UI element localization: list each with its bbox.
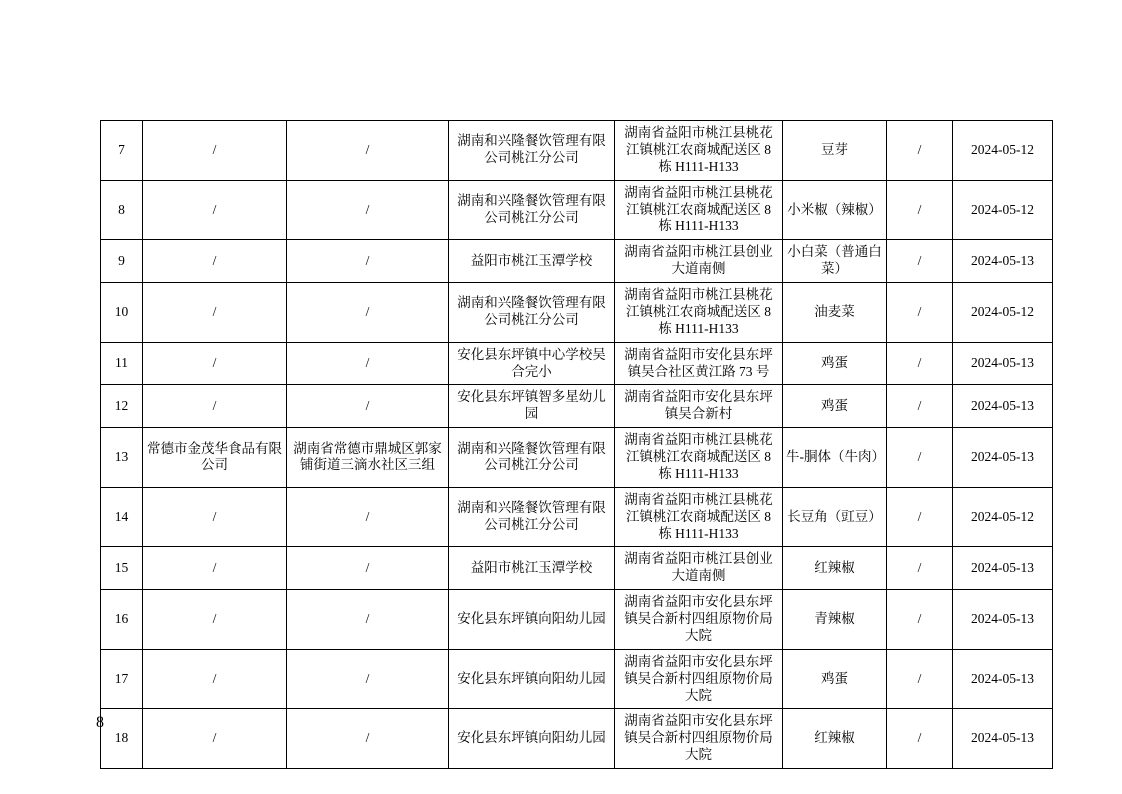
cell-sample-name: 豆芽	[783, 121, 887, 181]
cell-producer: /	[143, 121, 287, 181]
cell-spec: /	[887, 709, 953, 769]
cell-producer: 常德市金茂华食品有限公司	[143, 428, 287, 488]
cell-spec: /	[887, 649, 953, 709]
cell-no: 9	[101, 240, 143, 283]
cell-sample-name: 长豆角（豇豆）	[783, 487, 887, 547]
cell-producer: /	[143, 487, 287, 547]
cell-sample-name: 鸡蛋	[783, 342, 887, 385]
table-row	[101, 385, 1053, 428]
cell-sample-name: 鸡蛋	[783, 649, 887, 709]
cell-producer-address: /	[287, 240, 449, 283]
table-row	[101, 649, 1053, 709]
cell-no: 10	[101, 283, 143, 343]
cell-producer: /	[143, 385, 287, 428]
cell-spec: /	[887, 283, 953, 343]
cell-sampled-address: 湖南省益阳市安化县东坪镇吴合新村四组原物价局大院	[615, 590, 783, 650]
cell-sampled-unit: 安化县东坪镇向阳幼儿园	[449, 649, 615, 709]
cell-no: 11	[101, 342, 143, 385]
cell-spec: /	[887, 547, 953, 590]
cell-date: 2024-05-13	[953, 342, 1053, 385]
cell-date: 2024-05-13	[953, 240, 1053, 283]
cell-sampled-address: 湖南省益阳市桃江县桃花江镇桃江农商城配送区 8 栋 H111-H133	[615, 283, 783, 343]
cell-sample-name: 鸡蛋	[783, 385, 887, 428]
cell-producer: /	[143, 547, 287, 590]
cell-producer: /	[143, 283, 287, 343]
cell-date: 2024-05-12	[953, 283, 1053, 343]
cell-no: 17	[101, 649, 143, 709]
cell-sampled-address: 湖南省益阳市桃江县创业大道南侧	[615, 547, 783, 590]
cell-sample-name: 油麦菜	[783, 283, 887, 343]
cell-no: 13	[101, 428, 143, 488]
table-row	[101, 342, 1053, 385]
sampling-table-container	[100, 120, 1034, 769]
cell-sampled-unit: 益阳市桃江玉潭学校	[449, 240, 615, 283]
cell-sampled-address: 湖南省益阳市桃江县创业大道南侧	[615, 240, 783, 283]
cell-sample-name: 小米椒（辣椒）	[783, 180, 887, 240]
cell-date: 2024-05-13	[953, 385, 1053, 428]
table-row	[101, 240, 1053, 283]
cell-no: 18	[101, 709, 143, 769]
cell-date: 2024-05-12	[953, 487, 1053, 547]
cell-producer-address: /	[287, 590, 449, 650]
cell-date: 2024-05-13	[953, 547, 1053, 590]
cell-no: 15	[101, 547, 143, 590]
cell-spec: /	[887, 240, 953, 283]
cell-sample-name: 红辣椒	[783, 709, 887, 769]
cell-sampled-address: 湖南省益阳市安化县东坪镇吴合新村	[615, 385, 783, 428]
cell-sampled-unit: 湖南和兴隆餐饮管理有限公司桃江分公司	[449, 180, 615, 240]
cell-date: 2024-05-13	[953, 590, 1053, 650]
cell-no: 7	[101, 121, 143, 181]
sampling-table	[100, 120, 1053, 769]
cell-sampled-address: 湖南省益阳市安化县东坪镇吴合新村四组原物价局大院	[615, 649, 783, 709]
cell-date: 2024-05-13	[953, 428, 1053, 488]
cell-sampled-unit: 益阳市桃江玉潭学校	[449, 547, 615, 590]
cell-sampled-unit: 湖南和兴隆餐饮管理有限公司桃江分公司	[449, 283, 615, 343]
cell-sample-name: 小白菜（普通白菜）	[783, 240, 887, 283]
cell-producer-address: /	[287, 709, 449, 769]
table-row	[101, 428, 1053, 488]
table-row	[101, 180, 1053, 240]
cell-producer-address: /	[287, 283, 449, 343]
cell-date: 2024-05-13	[953, 709, 1053, 769]
cell-producer-address: 湖南省常德市鼎城区郭家铺街道三滴水社区三组	[287, 428, 449, 488]
cell-producer: /	[143, 342, 287, 385]
cell-spec: /	[887, 385, 953, 428]
cell-spec: /	[887, 428, 953, 488]
cell-sample-name: 青辣椒	[783, 590, 887, 650]
cell-date: 2024-05-12	[953, 121, 1053, 181]
table-row	[101, 121, 1053, 181]
cell-sampled-unit: 湖南和兴隆餐饮管理有限公司桃江分公司	[449, 428, 615, 488]
cell-date: 2024-05-12	[953, 180, 1053, 240]
cell-spec: /	[887, 487, 953, 547]
cell-producer-address: /	[287, 649, 449, 709]
cell-producer-address: /	[287, 547, 449, 590]
cell-sampled-unit: 安化县东坪镇向阳幼儿园	[449, 590, 615, 650]
cell-sample-name: 牛-胴体（牛肉）	[783, 428, 887, 488]
cell-producer-address: /	[287, 487, 449, 547]
cell-sampled-address: 湖南省益阳市桃江县桃花江镇桃江农商城配送区 8 栋 H111-H133	[615, 121, 783, 181]
cell-no: 16	[101, 590, 143, 650]
page-number: 8	[96, 714, 104, 731]
cell-spec: /	[887, 590, 953, 650]
cell-producer-address: /	[287, 121, 449, 181]
cell-sampled-unit: 安化县东坪镇中心学校吴合完小	[449, 342, 615, 385]
cell-sampled-address: 湖南省益阳市安化县东坪镇吴合社区黄江路 73 号	[615, 342, 783, 385]
table-row	[101, 283, 1053, 343]
table-row	[101, 547, 1053, 590]
cell-sampled-unit: 湖南和兴隆餐饮管理有限公司桃江分公司	[449, 121, 615, 181]
table-row	[101, 590, 1053, 650]
table-row	[101, 487, 1053, 547]
cell-producer: /	[143, 180, 287, 240]
cell-no: 8	[101, 180, 143, 240]
cell-sampled-address: 湖南省益阳市桃江县桃花江镇桃江农商城配送区 8 栋 H111-H133	[615, 428, 783, 488]
cell-producer-address: /	[287, 342, 449, 385]
cell-date: 2024-05-13	[953, 649, 1053, 709]
cell-producer-address: /	[287, 385, 449, 428]
cell-sampled-address: 湖南省益阳市桃江县桃花江镇桃江农商城配送区 8 栋 H111-H133	[615, 487, 783, 547]
cell-producer: /	[143, 240, 287, 283]
cell-producer: /	[143, 709, 287, 769]
table-row	[101, 709, 1053, 769]
cell-producer: /	[143, 649, 287, 709]
cell-spec: /	[887, 121, 953, 181]
cell-spec: /	[887, 180, 953, 240]
cell-sampled-unit: 安化县东坪镇向阳幼儿园	[449, 709, 615, 769]
cell-sampled-unit: 安化县东坪镇智多星幼儿园	[449, 385, 615, 428]
cell-sampled-address: 湖南省益阳市安化县东坪镇吴合新村四组原物价局大院	[615, 709, 783, 769]
cell-sample-name: 红辣椒	[783, 547, 887, 590]
cell-producer-address: /	[287, 180, 449, 240]
cell-producer: /	[143, 590, 287, 650]
cell-sampled-address: 湖南省益阳市桃江县桃花江镇桃江农商城配送区 8 栋 H111-H133	[615, 180, 783, 240]
cell-sampled-unit: 湖南和兴隆餐饮管理有限公司桃江分公司	[449, 487, 615, 547]
cell-no: 14	[101, 487, 143, 547]
cell-no: 12	[101, 385, 143, 428]
cell-spec: /	[887, 342, 953, 385]
